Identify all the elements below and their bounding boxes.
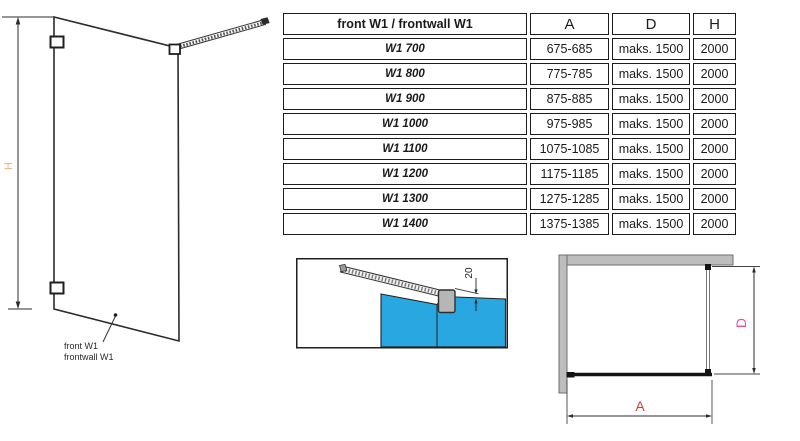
value-a: 775-785 (530, 63, 609, 85)
value-d: maks. 1500 (612, 88, 690, 110)
model-name: W1 1200 (283, 163, 527, 185)
value-a: 1275-1285 (530, 188, 609, 210)
model-name: W1 1300 (283, 188, 527, 210)
d-dimension-label: D (733, 317, 749, 329)
caption-leader-dot (114, 313, 118, 317)
header-dim-a: A (530, 13, 609, 35)
bar-anchor-top (705, 264, 711, 270)
bar-glass-clamp (170, 45, 181, 55)
value-d: maks. 1500 (612, 138, 690, 160)
value-h: 2000 (693, 88, 736, 110)
model-name: W1 700 (283, 38, 527, 60)
h-dimension-label: H (3, 162, 15, 170)
value-h: 2000 (693, 138, 736, 160)
bar-anchor-bottom (705, 369, 711, 375)
model-name: W1 1000 (283, 113, 527, 135)
value-a: 975-985 (530, 113, 609, 135)
table-row (283, 113, 736, 135)
header-dim-d: D (612, 13, 690, 35)
caption-line1: front W1 (64, 341, 99, 351)
header-dim-h: H (693, 13, 736, 35)
model-name: W1 900 (283, 88, 527, 110)
value-d: maks. 1500 (612, 63, 690, 85)
table-row (283, 163, 736, 185)
a-arrow-right (706, 414, 712, 418)
model-name: W1 800 (283, 63, 527, 85)
glass-panel (54, 17, 179, 341)
dim20-label: 20 (464, 267, 475, 279)
a-dimension-label: A (635, 398, 645, 414)
bar-end-cap (340, 264, 347, 272)
plan-view-drawing (553, 250, 800, 441)
value-d: maks. 1500 (612, 163, 690, 185)
model-name: W1 1400 (283, 213, 527, 235)
table-row (283, 188, 736, 210)
table-header-row (283, 13, 736, 35)
value-a: 1075-1085 (530, 138, 609, 160)
model-name: W1 1100 (283, 138, 527, 160)
value-h: 2000 (693, 113, 736, 135)
value-h: 2000 (693, 63, 736, 85)
wall-bracket-top (51, 37, 64, 48)
arrow-up (16, 17, 21, 25)
wall-bracket-bottom (51, 283, 64, 294)
table-row (283, 138, 736, 160)
wall-top (559, 255, 733, 265)
value-d: maks. 1500 (612, 213, 690, 235)
table-row (283, 38, 736, 60)
value-d: maks. 1500 (612, 188, 690, 210)
table-row (283, 88, 736, 110)
arrow-down (16, 302, 21, 310)
value-a: 675-685 (530, 38, 609, 60)
d-arrow-down (752, 368, 756, 374)
value-h: 2000 (693, 163, 736, 185)
value-h: 2000 (693, 188, 736, 210)
value-a: 875-885 (530, 88, 609, 110)
value-d: maks. 1500 (612, 113, 690, 135)
caption-line2: frontwall W1 (64, 352, 114, 362)
detail-view-drawing (296, 258, 508, 349)
value-a: 1375-1385 (530, 213, 609, 235)
wall-left (559, 255, 567, 393)
glass-clamp-bracket (439, 290, 456, 313)
table-row (283, 63, 736, 85)
d-arrow-up (752, 267, 756, 273)
value-a: 1175-1185 (530, 163, 609, 185)
value-h: 2000 (693, 213, 736, 235)
value-d: maks. 1500 (612, 38, 690, 60)
value-h: 2000 (693, 38, 736, 60)
glass-wall-profile (567, 372, 575, 378)
a-arrow-left (567, 414, 573, 418)
dimension-table (280, 10, 739, 238)
front-view-drawing (0, 0, 290, 375)
table-row (283, 213, 736, 235)
header-product: front W1 / frontwall W1 (283, 13, 527, 35)
